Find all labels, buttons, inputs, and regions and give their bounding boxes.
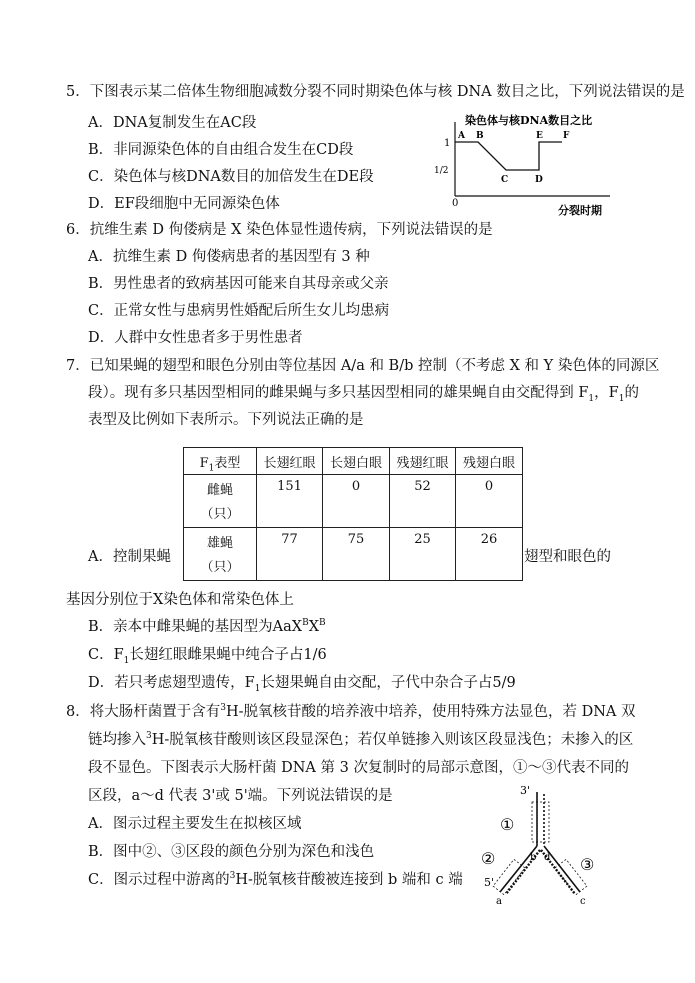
table-cell: 0 <box>323 475 390 528</box>
table-cell: 25 <box>390 528 456 581</box>
q7-stem-line3: 表型及比例如下表所示。下列说法正确的是 <box>88 412 364 428</box>
q7-option-d: D．若只考虑翅型遗传，$F_1$长翅果蝇自由交配，子代中杂合子占5/9 <box>88 675 516 694</box>
table-header-cell: 长翅白眼 <box>323 448 390 475</box>
q8-stem-line2: 链均掺入$^3$H-脱氧核苷酸则该区段显深色；若仅单链掺入则该区段显浅色；未掺入的区 <box>88 731 634 748</box>
q8-option-a: A．图示过程主要发生在拟核区域 <box>88 816 302 832</box>
q8-stem-line4: 区段，a～d 代表 3'或 5'端。下列说法错误的是 <box>88 788 393 804</box>
q5-stem: 5．下图表示某二倍体生物细胞减数分裂不同时期染色体与核 DNA 数目之比，下列说法错误的是 <box>66 84 685 100</box>
q6-option-b: B．男性患者的致病基因可能来自其母亲或父亲 <box>88 276 389 292</box>
graph-curve <box>455 142 562 170</box>
q5-option-d: D．EF段细胞中无同源染色体 <box>88 196 280 212</box>
end-b: b <box>530 852 537 863</box>
graph-origin: 0 <box>452 198 459 209</box>
label-5prime: 5' <box>484 876 495 889</box>
row-label: 雌蝇 （只） <box>184 475 257 528</box>
q5-option-c: C．染色体与核DNA数目的加倍发生在DE段 <box>88 169 374 185</box>
table-cell: 77 <box>257 528 323 581</box>
graph-point-a: A <box>458 131 465 141</box>
table-row <box>184 528 523 581</box>
graph-point-d: D <box>535 175 543 185</box>
graph-ytick-1: 1 <box>444 138 451 149</box>
q5-option-a: A．DNA复制发生在AC段 <box>88 115 257 131</box>
table-header-cell: 长翅红眼 <box>257 448 323 475</box>
table-header-cell: 残翅白眼 <box>456 448 523 475</box>
graph-title: 染色体与核DNA数目之比 <box>465 114 593 127</box>
end-d: d <box>544 852 551 863</box>
region-3-label: ③ <box>580 855 595 874</box>
table-cell: 75 <box>323 528 390 581</box>
graph-ytick-half: 1/2 <box>434 166 449 176</box>
f1-phenotype-table <box>183 447 523 581</box>
q8-stem-line3: 段不显色。下图表示大肠杆菌 DNA 第 3 次复制时的局部示意图，①～③代表不同的 <box>88 760 629 776</box>
region-1-box <box>532 802 549 842</box>
q8-option-b: B．图中②、③区段的颜色分别为深色和浅色 <box>88 844 375 860</box>
graph-point-c: C <box>501 175 509 185</box>
table-cell: 52 <box>390 475 456 528</box>
row-label: 雄蝇 （只） <box>184 528 257 581</box>
table-header-cell: $F_1$表型 <box>184 448 257 475</box>
q6-option-d: D．人群中女性患者多于男性患者 <box>88 330 303 346</box>
table-cell: 0 <box>456 475 523 528</box>
q5-option-b: B．非同源染色体的自由组合发生在CD段 <box>88 142 354 158</box>
table-cell: 26 <box>456 528 523 581</box>
q6-option-a: A．抗维生素 D 佝偻病患者的基因型有 3 种 <box>88 249 370 265</box>
q7-option-a-cont: 基因分别位于X染色体和常染色体上 <box>66 592 294 608</box>
q8-option-c: C．图示过程中游离的$^3$H-脱氧核苷酸被连接到 b 端和 c 端 <box>88 871 463 888</box>
q7-stem-line1: 7．已知果蝇的翅型和眼色分别由等位基因 A/a 和 B/b 控制（不考虑 X 和 Y 染色体的同源区 <box>66 358 660 374</box>
graph-point-b: B <box>476 131 484 141</box>
table-cell: 151 <box>257 475 323 528</box>
label-3prime: 3' <box>520 784 531 797</box>
q7-option-a-right: 翅型和眼色的 <box>524 549 611 565</box>
end-a: a <box>496 896 502 907</box>
q7-option-c: C．$F_1$长翅红眼雌果蝇中纯合子占1/6 <box>88 647 327 666</box>
q7-stem-line2: 段）。现有多只基因型相同的雌果蝇与多只基因型相同的雄果蝇自由交配得到 $F_1$，$F_1$的 <box>88 385 639 404</box>
q6-option-c: C．正常女性与患病男性婚配后所生女儿均患病 <box>88 303 390 319</box>
table-row <box>184 475 523 528</box>
q7-option-a-left: A．控制果蝇 <box>88 549 171 565</box>
end-c: c <box>580 896 586 907</box>
dna-replication-diagram <box>480 780 610 910</box>
q7-option-b: B．亲本中雌果蝇的基因型为$AaX^BX^B$ <box>88 618 326 635</box>
q5-ratio-graph <box>430 108 625 220</box>
graph-point-e: E <box>536 131 543 141</box>
region-2-label: ② <box>481 849 496 868</box>
q8-stem-line1: 8．将大肠杆菌置于含有$^3$H-脱氧核苷酸的培养液中培养，使用特殊方法显色，若 DNA 双 <box>66 703 636 720</box>
table-header-row <box>184 448 523 475</box>
table-header-cell: 残翅红眼 <box>390 448 456 475</box>
q6-stem: 6．抗维生素 D 佝偻病是 X 染色体显性遗传病，下列说法错误的是 <box>66 222 493 238</box>
region-1-label: ① <box>500 815 515 834</box>
graph-x-label: 分裂时期 <box>558 204 602 217</box>
graph-point-f: F <box>563 131 570 141</box>
